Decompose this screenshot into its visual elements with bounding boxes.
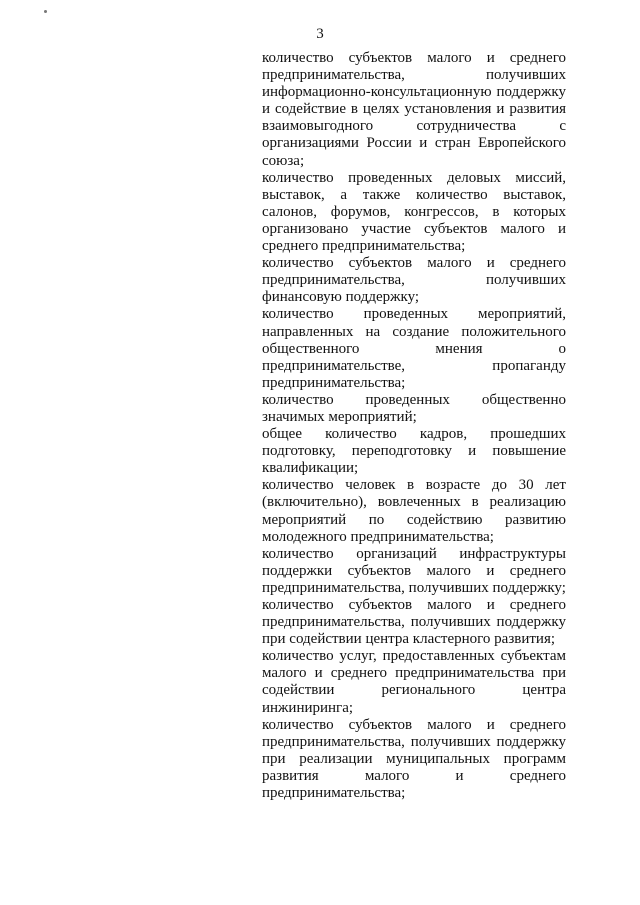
list-item: количество человек в возрасте до 30 лет (включительно), вовлеченных в реализацию мероприятий по содействию развитию молодежного предпринимательства; <box>262 477 566 545</box>
scan-speck <box>44 10 47 13</box>
list-item: количество организаций инфраструктуры поддержки субъектов малого и среднего предпринимательства, получивших поддержку; <box>262 545 566 596</box>
list-item: количество субъектов малого и среднего предпринимательства, получивших поддержку при содействии центра кластерного развития; <box>262 597 566 648</box>
list-item: количество проведенных деловых миссий, выставок, а также количество выставок, салонов, форумов, конгрессов, в которых организовано участие субъектов малого и среднего предпринимательства; <box>262 169 566 255</box>
list-item: количество проведенных мероприятий, направленных на создание положительного общественного мнения о предпринимательстве, пропаганду предпринимательства; <box>262 306 566 391</box>
list-item: количество субъектов малого и среднего предпринимательства, получивших финансовую поддержку; <box>262 255 566 306</box>
list-item: количество субъектов малого и среднего предпринимательства, получивших информационно-консультационную поддержку и содействие в целях установления и развития взаимовыгодного сотрудничества с организациями России и стран Европейского союза; <box>262 50 566 169</box>
list-item: количество проведенных общественно значимых мероприятий; <box>262 391 566 425</box>
list-item: количество субъектов малого и среднего предпринимательства, получивших поддержку при реализации муниципальных программ развития малого и среднего предпринимательства; <box>262 716 566 802</box>
document-body <box>262 50 566 802</box>
list-item: общее количество кадров, прошедших подготовку, переподготовку и повышение квалификации; <box>262 426 566 477</box>
list-item: количество услуг, предоставленных субъектам малого и среднего предпринимательства при содействии регионального центра инжиниринга; <box>262 648 566 716</box>
page-number: 3 <box>316 26 324 42</box>
